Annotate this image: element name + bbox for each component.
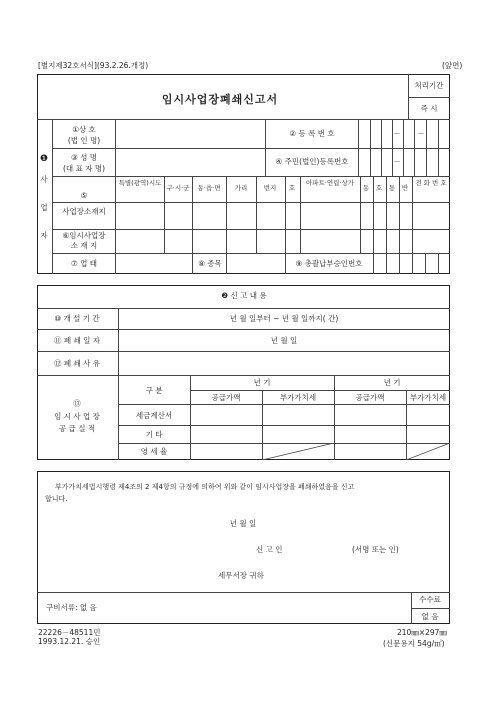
reporter-label: 신 고 인	[256, 545, 283, 554]
closing-date-label: ⑪ 폐 쇄 일 자	[53, 336, 101, 345]
reg-no-label: ② 등 록 번 호	[289, 129, 335, 138]
fee-value: 없 음	[421, 612, 439, 621]
zero-rate-label: 영 세 율	[140, 447, 168, 456]
addr-h-city: 특별(광역)시도	[118, 179, 162, 187]
processing-value: 즉 시	[420, 104, 438, 113]
footer-code: 22226－48511민	[38, 628, 101, 637]
business-item-label: ⑧ 종목	[198, 259, 222, 268]
supply-amt-1: 공급가액	[211, 393, 241, 402]
required-docs: 구비서류: 없 음	[46, 603, 97, 612]
period-value: 년 월 일부터 ~ 년 월 일까지( 간)	[229, 314, 339, 323]
addr-h-apt: 아파트·연립·상가	[305, 179, 355, 187]
reg-dash-2: －	[417, 129, 425, 138]
addr-h-ban: 반	[401, 184, 409, 192]
addr-h-ho: 호	[288, 184, 296, 192]
other-label: 기 타	[145, 430, 163, 439]
tax-invoice-label: 세금계산서	[135, 411, 173, 420]
footer-date: 1993.12.21. 승인	[38, 637, 101, 646]
zero-rate-vat-2-strike	[406, 443, 450, 460]
addr-h-gu: 구·시·군	[166, 184, 190, 192]
fee-label: 수수료	[419, 595, 441, 604]
addr-h-bunji: 번지	[263, 184, 277, 192]
addr-num-label: ⑤	[80, 191, 88, 200]
declaration-text-2: 합니다.	[45, 495, 68, 503]
page-side: (앞면)	[442, 61, 463, 70]
period2-label: 년 기	[383, 378, 401, 387]
business-label-3: 자	[40, 231, 48, 240]
section1-marker: ❶	[39, 154, 49, 164]
rep-name-sublabel: (대 표 자 명)	[63, 164, 105, 173]
report-title: ❷ 신 고 내 용	[221, 291, 267, 300]
zero-rate-vat-1-strike	[262, 443, 334, 460]
report-box	[37, 285, 450, 460]
supply-amt-2: 공급가액	[355, 393, 385, 402]
form-title: 임시사업장폐쇄신고서	[161, 93, 279, 106]
paper-type: (신문용지 54g/㎡)	[383, 639, 445, 648]
supply-num: ⑬	[73, 399, 81, 408]
signature-label: (서명 또는 인)	[352, 545, 399, 554]
declaration-text-1: 부가가치세법시행령 제4조의 2 제4항의 규정에 의하여 위와 같이 임시사업장을 폐쇄하였음을 신고	[55, 483, 355, 491]
addr-h-room: 호	[375, 184, 383, 192]
addr-h-ri: 가리	[234, 184, 248, 192]
period-label: ⑩ 개 설 기 간	[54, 314, 100, 323]
period1-label: 년 기	[253, 378, 271, 387]
approval-no-label: ⑨ 총괄납부승인번호	[295, 259, 363, 268]
closing-date-value: 년 월 일	[270, 336, 298, 345]
addr-h-dong: 동·읍·면	[197, 184, 221, 192]
declaration-date: 년 월 일	[229, 519, 257, 528]
form-number: [별지제32호서식](93.2.26.개정)	[38, 61, 149, 70]
corp-name-sublabel: (법 인 명)	[67, 136, 101, 145]
addr-h-phone: 전 화 번 호	[415, 179, 447, 187]
business-label-2: 업	[40, 203, 48, 212]
supply-label-1: 임 시 사 업 장	[54, 412, 100, 421]
supply-label-2: 공 급 실 적	[58, 424, 96, 433]
temp-address-sublabel: 소 재 지	[70, 241, 98, 250]
recipient-label: 세무서장 귀하	[218, 571, 264, 580]
processing-label: 처리기간	[414, 81, 444, 90]
business-address-label: 사업장소재지	[62, 207, 106, 216]
addr-h-tong: 통	[388, 184, 396, 192]
name-label: ③ 성 명	[71, 153, 97, 162]
trade-name-label: ①상 호	[72, 125, 96, 134]
division-label: 구 분	[145, 386, 163, 395]
business-type-label: ⑦ 업 태	[71, 259, 97, 268]
reg-dash-1: －	[393, 129, 401, 138]
addr-h-bldg: 동	[362, 184, 370, 192]
closing-reason-label: ⑫ 폐 쇄 사 유	[53, 359, 101, 368]
resident-no-label: ④ 주민(법인)등록번호	[275, 157, 349, 166]
paper-size: 210㎜×297㎜	[397, 628, 447, 637]
business-label-1: 사	[40, 175, 48, 184]
resident-dash: －	[393, 157, 401, 166]
vat-2: 부가가치세	[409, 393, 447, 402]
temp-address-label: ⑥임시사업장	[62, 231, 106, 240]
vat-1: 부가가치세	[279, 393, 317, 402]
